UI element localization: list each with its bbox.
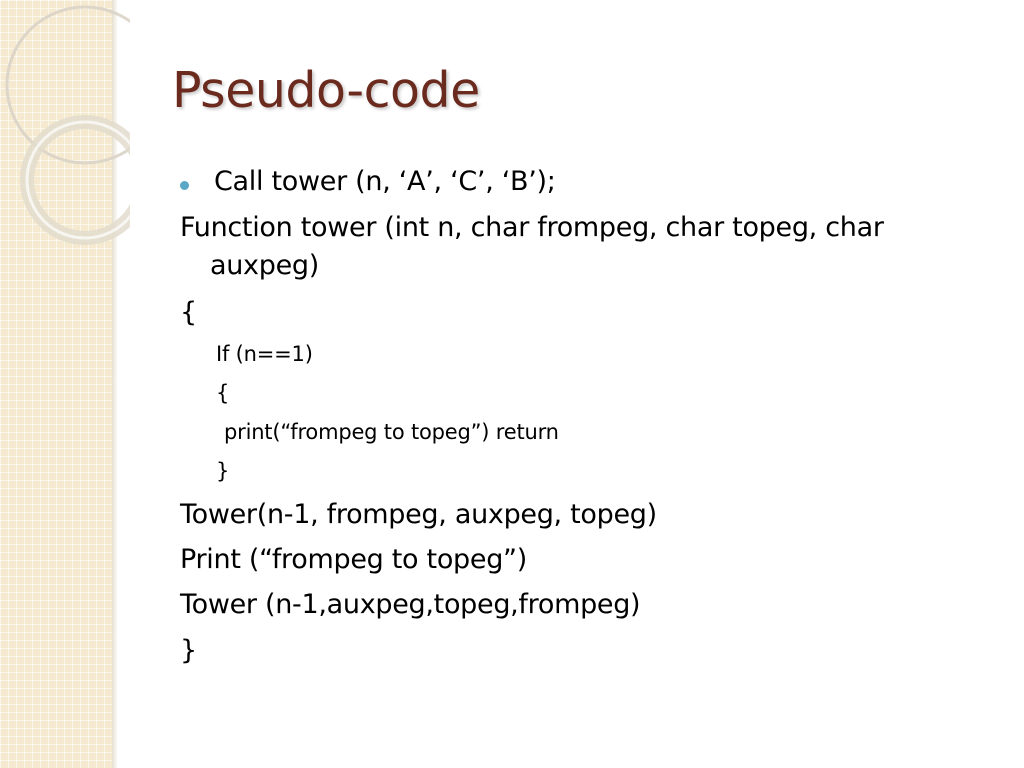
bullet-call-tower: Call tower (n, ‘A’, ‘C’, ‘B’); (214, 166, 556, 197)
function-signature-line-2: auxpeg) (210, 250, 319, 281)
print-return-line: print(“frompeg to topeg”) return (224, 420, 559, 444)
slide-title: Pseudo-code (172, 62, 480, 119)
tower-call-1: Tower(n-1, frompeg, auxpeg, topeg) (180, 499, 657, 530)
function-signature-line-1: Function tower (int n, char frompeg, char topeg, char (180, 212, 884, 243)
if-condition: If (n==1) (216, 342, 313, 366)
bullet-dot (180, 181, 189, 190)
close-brace: } (180, 635, 197, 666)
tower-call-2: Tower (n-1,auxpeg,topeg,frompeg) (180, 589, 641, 620)
print-call: Print (“frompeg to topeg”) (180, 544, 527, 575)
inner-close-brace: } (216, 459, 230, 483)
open-brace: { (180, 297, 197, 328)
inner-open-brace: { (216, 381, 230, 405)
decorative-rings (0, 0, 130, 260)
